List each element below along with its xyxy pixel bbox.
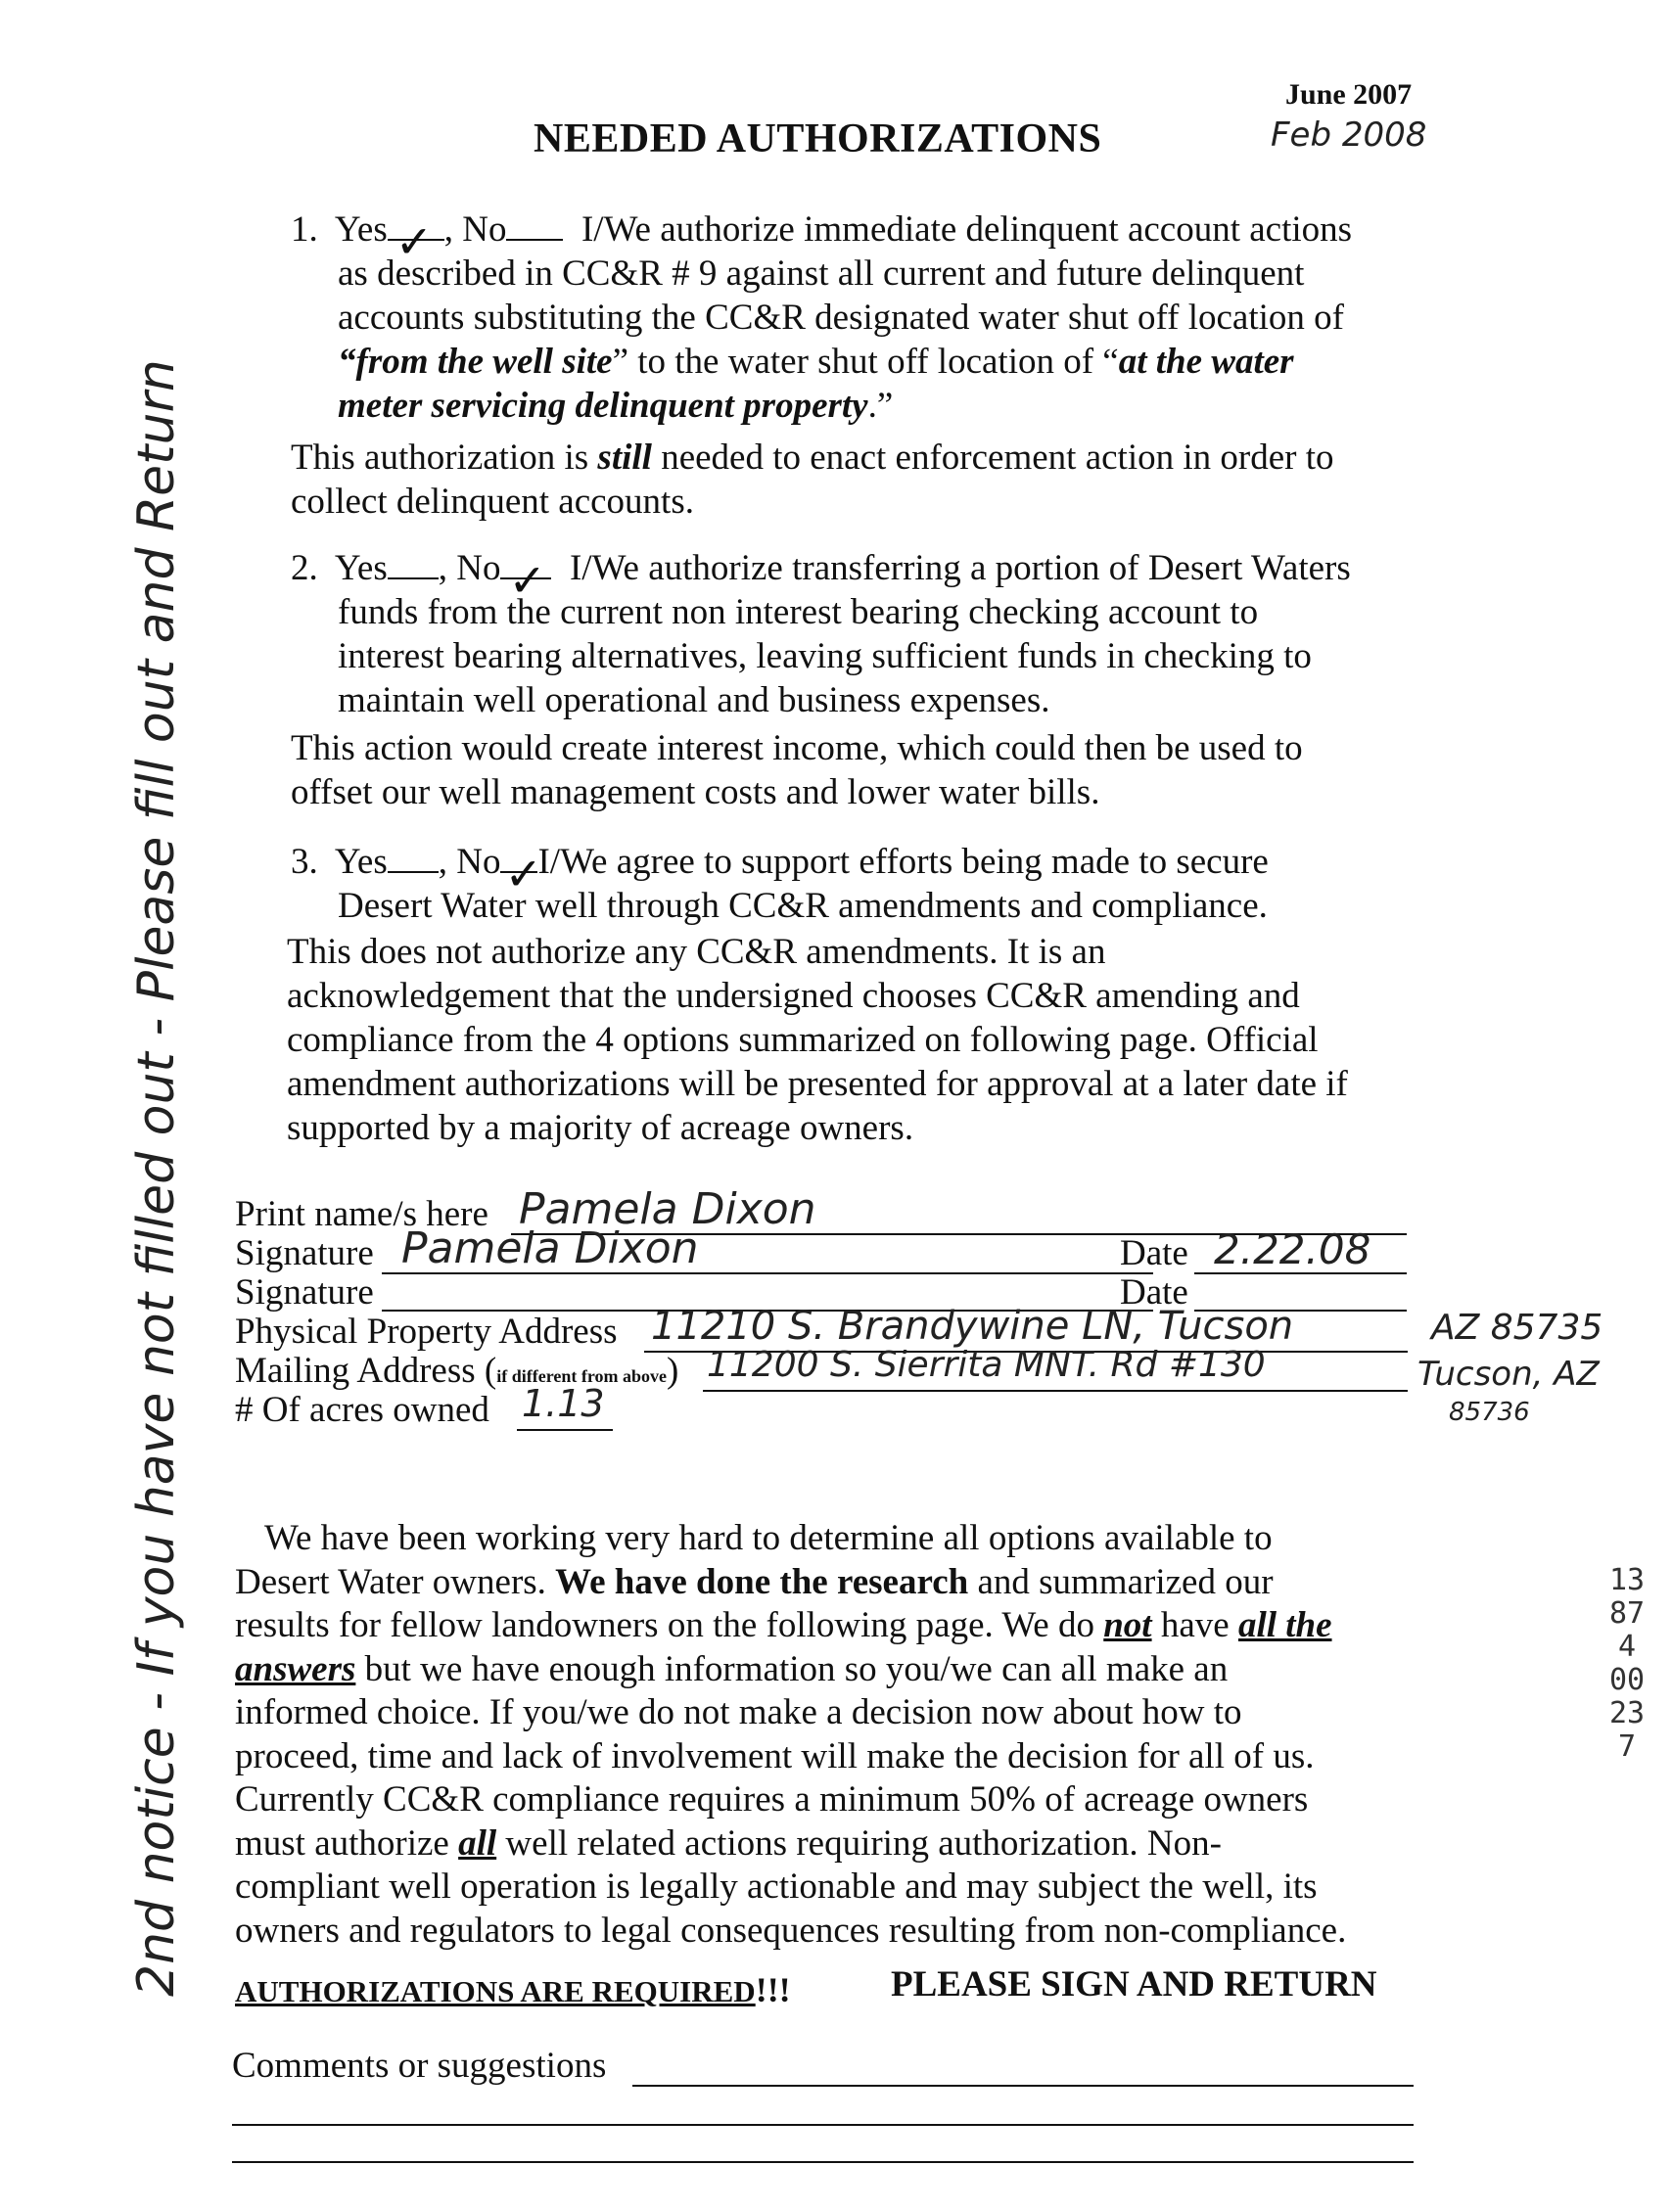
item-1-note bbox=[291, 436, 1465, 524]
item-3-note-line2: acknowledgement that the undersigned chooses CC&R amending and bbox=[287, 976, 1300, 1016]
mailing-address-overflow-2: 85736 bbox=[1449, 1398, 1530, 1427]
item-1-line5-end: .” bbox=[867, 386, 894, 426]
item-3-number: 3. bbox=[291, 842, 318, 882]
authorizations-required-text: AUTHORIZATIONS ARE REQUIRED bbox=[235, 1974, 756, 2008]
item-3-note-line4: amendment authorizations will be presented for approval at a later date if bbox=[287, 1064, 1348, 1104]
authorizations-required bbox=[235, 1969, 791, 2010]
item-2-line3: interest bearing alternatives, leaving sufficient funds in checking to bbox=[338, 636, 1312, 676]
item-2-note-line2: offset our well management costs and lower water bills. bbox=[291, 772, 1100, 812]
paragraph-line-7: Currently CC&R compliance requires a minimum 50% of acreage owners bbox=[235, 1779, 1309, 1820]
header-date-handwritten: Feb 2008 bbox=[1271, 115, 1427, 155]
item-2-line2: funds from the current non interest bearing checking account to bbox=[338, 592, 1259, 632]
item-1-quote-meter: meter servicing delinquent property bbox=[338, 386, 868, 426]
mailing-label-close: ) bbox=[667, 1351, 679, 1391]
item-1-no-label: No bbox=[462, 209, 507, 250]
item-2-line4: maintain well operational and business expenses. bbox=[338, 680, 1050, 720]
paragraph-research-emphasis: We have done the research bbox=[555, 1561, 969, 1602]
item-2-yes-label: Yes bbox=[334, 548, 388, 588]
page-title: NEEDED AUTHORIZATIONS bbox=[534, 116, 1102, 161]
item-1-note-post: needed to enact enforcement action in order to bbox=[651, 438, 1334, 478]
paragraph-line-2 bbox=[235, 1561, 1429, 1605]
paragraph-all-the-emphasis: all the bbox=[1237, 1605, 1332, 1645]
item-1-note-emphasis: still bbox=[597, 438, 652, 478]
item-3-line2: Desert Water well through CC&R amendments and compliance. bbox=[338, 886, 1268, 926]
item-3-text: I/We agree to support efforts being made to secure bbox=[537, 842, 1269, 882]
item-1-text: I/We authorize immediate delinquent account actions bbox=[581, 209, 1353, 250]
comments-line-1[interactable] bbox=[632, 2085, 1414, 2087]
item-1-quote-from-well: “from the well site bbox=[338, 342, 613, 382]
item-1-note-line2: collect delinquent accounts. bbox=[291, 482, 694, 522]
paragraph-all-emphasis: all bbox=[458, 1822, 497, 1864]
signature-form bbox=[235, 1184, 1603, 1466]
item-1-quote-at-water: at the water bbox=[1118, 342, 1294, 382]
info-paragraph bbox=[235, 1517, 1429, 1953]
paragraph-line-3-pre: results for fellow landowners on the following page. We do bbox=[235, 1605, 1104, 1645]
acres-field[interactable]: 1.13 bbox=[522, 1382, 605, 1425]
item-2-no-label: No bbox=[456, 548, 501, 588]
item-1-number: 1. bbox=[291, 209, 318, 250]
comments-line-2[interactable] bbox=[232, 2124, 1414, 2126]
date2-label: Date bbox=[1120, 1272, 1188, 1313]
paragraph-line-8 bbox=[235, 1822, 1429, 1866]
mailing-address-line bbox=[703, 1390, 1408, 1392]
item-3-no-label: No bbox=[456, 842, 501, 882]
item-2: 2. Yes , No ✓ I/We authorize transferring a portion of Desert Waters funds from the current non interest bearing checking account to interest bearing alternatives, leaving sufficient funds in checking to maintain well operational and business expenses. bbox=[291, 546, 1465, 722]
comments-label: Comments or suggestions bbox=[232, 2046, 607, 2086]
paragraph-line-5: informed choice. If you/we do not make a decision now about how to bbox=[235, 1692, 1242, 1732]
authorizations-exclaim: !!! bbox=[755, 1970, 791, 2009]
header-date: June 2007 bbox=[1285, 78, 1413, 111]
paragraph-line-2-post: and summarized our bbox=[968, 1561, 1274, 1602]
paragraph-line-4 bbox=[235, 1648, 1429, 1692]
item-3-no-checkmark: ✓ bbox=[504, 848, 543, 900]
paragraph-line-10: owners and regulators to legal consequences resulting from non-compliance. bbox=[235, 1910, 1347, 1951]
please-sign-and-return: PLEASE SIGN AND RETURN bbox=[891, 1964, 1377, 2005]
physical-address-overflow: AZ 85735 bbox=[1431, 1308, 1603, 1348]
item-3: 3. Yes , No ✓ I/We agree to support efforts being made to secure Desert Water well through CC&R amendments and compliance. bbox=[291, 840, 1465, 928]
item-3-note-line3: compliance from the 4 options summarized on following page. Official bbox=[287, 1020, 1319, 1060]
item-3-note bbox=[287, 930, 1462, 1150]
item-1-line2: as described in CC&R # 9 against all current and future delinquent bbox=[338, 253, 1305, 294]
item-2-number: 2. bbox=[291, 548, 318, 588]
paragraph-line-4-post: but we have enough information so you/we can all make an bbox=[355, 1648, 1229, 1689]
acres-line bbox=[517, 1429, 613, 1431]
item-1-yes-checkmark: ✓ bbox=[395, 215, 434, 268]
item-1-line4-mid: ” to the water shut off location of “ bbox=[612, 342, 1119, 382]
item-3-note-line1: This does not authorize any CC&R amendments. It is an bbox=[287, 932, 1106, 972]
mailing-label-small: if different from above bbox=[496, 1366, 667, 1386]
item-3-yes-checkbox[interactable] bbox=[388, 871, 439, 873]
acres-label: # Of acres owned bbox=[235, 1390, 489, 1430]
signature-label: Signature bbox=[235, 1233, 374, 1273]
item-1-note-pre: This authorization is bbox=[291, 438, 598, 478]
item-2-no-checkmark: ✓ bbox=[508, 554, 547, 607]
mailing-label-text: Mailing Address ( bbox=[235, 1351, 497, 1391]
paragraph-line-2-pre: Desert Water owners. bbox=[235, 1561, 556, 1602]
paragraph-not-emphasis: not bbox=[1103, 1605, 1152, 1645]
comments-line-3[interactable] bbox=[232, 2161, 1414, 2163]
paragraph-line-9: compliant well operation is legally actionable and may subject the well, its bbox=[235, 1866, 1318, 1907]
mailing-address-field[interactable]: 11200 S. Sierrita MNT. Rd #130 bbox=[707, 1345, 1266, 1385]
paragraph-answers-emphasis: answers bbox=[235, 1648, 356, 1689]
physical-address-label: Physical Property Address bbox=[235, 1312, 618, 1352]
paragraph-line-3 bbox=[235, 1604, 1429, 1648]
item-2-note bbox=[291, 726, 1465, 814]
item-1-yes-checkbox[interactable] bbox=[388, 215, 444, 268]
bates-number: 13874 00237 bbox=[1608, 1563, 1646, 1764]
print-name-label: Print name/s here bbox=[235, 1194, 488, 1234]
item-3-note-line5: supported by a majority of acreage owners. bbox=[287, 1108, 914, 1148]
item-1: 1. Yes ✓ , No I/We authorize immediate delinquent account actions as described in CC&R # 9 against all current and future delinquent accounts substituting the CC&R designated water shut off location of “from the well site” to the water shut off location of “at the water meter servicing delinquent property.” bbox=[291, 207, 1465, 428]
item-2-yes-checkbox[interactable] bbox=[388, 577, 439, 579]
paragraph-line-8-pre: must authorize bbox=[235, 1822, 459, 1864]
item-3-yes-label: Yes bbox=[334, 842, 388, 882]
physical-address-field[interactable]: 11210 S. Brandywine LN, Tucson bbox=[651, 1304, 1294, 1349]
signature2-label: Signature bbox=[235, 1272, 374, 1313]
item-2-text: I/We authorize transferring a portion of Desert Waters bbox=[569, 548, 1351, 588]
paragraph-line-3-mid: have bbox=[1151, 1605, 1238, 1645]
item-2-no-checkbox[interactable] bbox=[500, 554, 551, 607]
date-label: Date bbox=[1120, 1233, 1188, 1273]
paragraph-line-6: proceed, time and lack of involvement will make the decision for all of us. bbox=[235, 1735, 1315, 1776]
paragraph-line-8-post: well related actions requiring authorization. Non- bbox=[496, 1822, 1222, 1864]
item-1-yes-label: Yes bbox=[334, 209, 388, 250]
item-2-note-line1: This action would create interest income, which could then be used to bbox=[291, 728, 1303, 768]
margin-note: 2nd notice - If you have not filled out - Please fill out and Return bbox=[127, 359, 186, 1997]
item-3-no-checkbox[interactable] bbox=[500, 848, 543, 900]
paragraph-line-1: We have been working very hard to determine all options available to bbox=[264, 1518, 1273, 1558]
item-1-line3: accounts substituting the CC&R designated water shut off location of bbox=[338, 298, 1344, 338]
item-1-no-checkbox[interactable] bbox=[506, 239, 563, 241]
signature-field[interactable]: Pamela Dixon bbox=[401, 1223, 699, 1273]
date-field[interactable]: 2.22.08 bbox=[1214, 1225, 1371, 1273]
print-name-field[interactable]: Pamela Dixon bbox=[519, 1184, 816, 1234]
mailing-address-overflow-1: Tucson, AZ bbox=[1417, 1355, 1600, 1394]
